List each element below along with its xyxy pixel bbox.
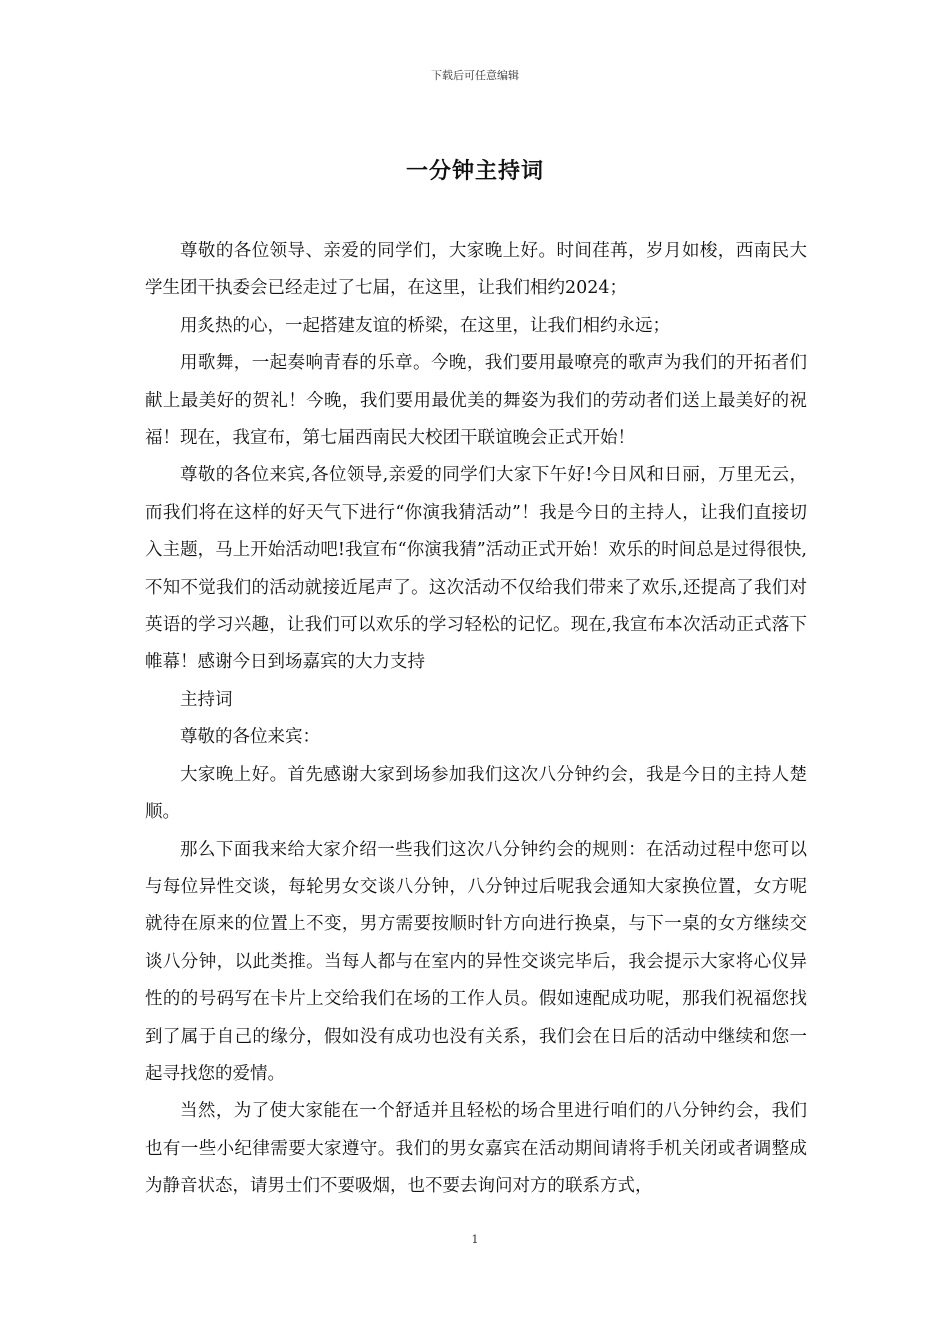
document-title: 一分钟主持词 [405,158,544,184]
page-number: 1 [471,1233,479,1246]
paragraph: 尊敬的各位领导、亲爱的同学们，大家晚上好。时间荏苒，岁月如梭，西南民大学生团干执委会已经走过了七届，在这里，让我们相约2024； [145,241,807,299]
header-note: 下载后可任意编辑 [431,69,519,82]
paragraph: 主持词 [180,689,233,710]
paragraph: 尊敬的各位来宾： [180,727,320,748]
paragraph: 当然，为了使大家能在一个舒适并且轻松的场合里进行咱们的八分钟约会，我们也有一些小纪律需要大家遵守。我们的男女嘉宾在活动期间请将手机关闭或者调整成为静音状态，请男士们不要吸烟，也不要去询问对方的联系方式， [145,1101,807,1197]
paragraph: 那么下面我来给大家介绍一些我们这次八分钟约会的规则：在活动过程中您可以与每位异性交谈，每轮男女交谈八分钟，八分钟过后呢我会通知大家换位置，女方呢就待在原来的位置上不变，男方需要按顺时针方向进行换桌，与下一桌的女方继续交谈八分钟，以此类推。当每人都与在室内的异性交谈完毕后，我会提示大家将心仪异性的的号码写在卡片上交给我们在场的工作人员。假如速配成功呢，那我们祝福您找到了属于自己的缘分，假如没有成功也没有关系，我们会在日后的活动中继续和您一起寻找您的爱情。 [145,839,807,1084]
document-body [145,233,807,1206]
paragraph: 用歌舞，一起奏响青春的乐章。今晚，我们要用最嘹亮的歌声为我们的开拓者们献上最美好的贺礼！今晚，我们要用最优美的舞姿为我们的劳动者们送上最美好的祝福！现在，我宣布，第七届西南民大校团干联谊晚会正式开始！ [145,353,807,449]
paragraph: 尊敬的各位来宾,各位领导,亲爱的同学们大家下午好!今日风和日丽，万里无云，而我们将在这样的好天气下进行“你演我猜活动”！我是今日的主持人，让我们直接切入主题，马上开始活动吧!我宣布“你演我猜”活动正式开始！欢乐的时间总是过得很快,不知不觉我们的活动就接近尾声了。这次活动不仅给我们带来了欢乐,还提高了我们对英语的学习兴趣，让我们可以欢乐的学习轻松的记忆。现在,我宣布本次活动正式落下帷幕！感谢今日到场嘉宾的大力支持 [145,465,807,673]
paragraph: 大家晚上好。首先感谢大家到场参加我们这次八分钟约会，我是今日的主持人楚顺。 [145,764,807,823]
paragraph: 用炙热的心，一起搭建友谊的桥梁，在这里，让我们相约永远； [180,315,670,336]
